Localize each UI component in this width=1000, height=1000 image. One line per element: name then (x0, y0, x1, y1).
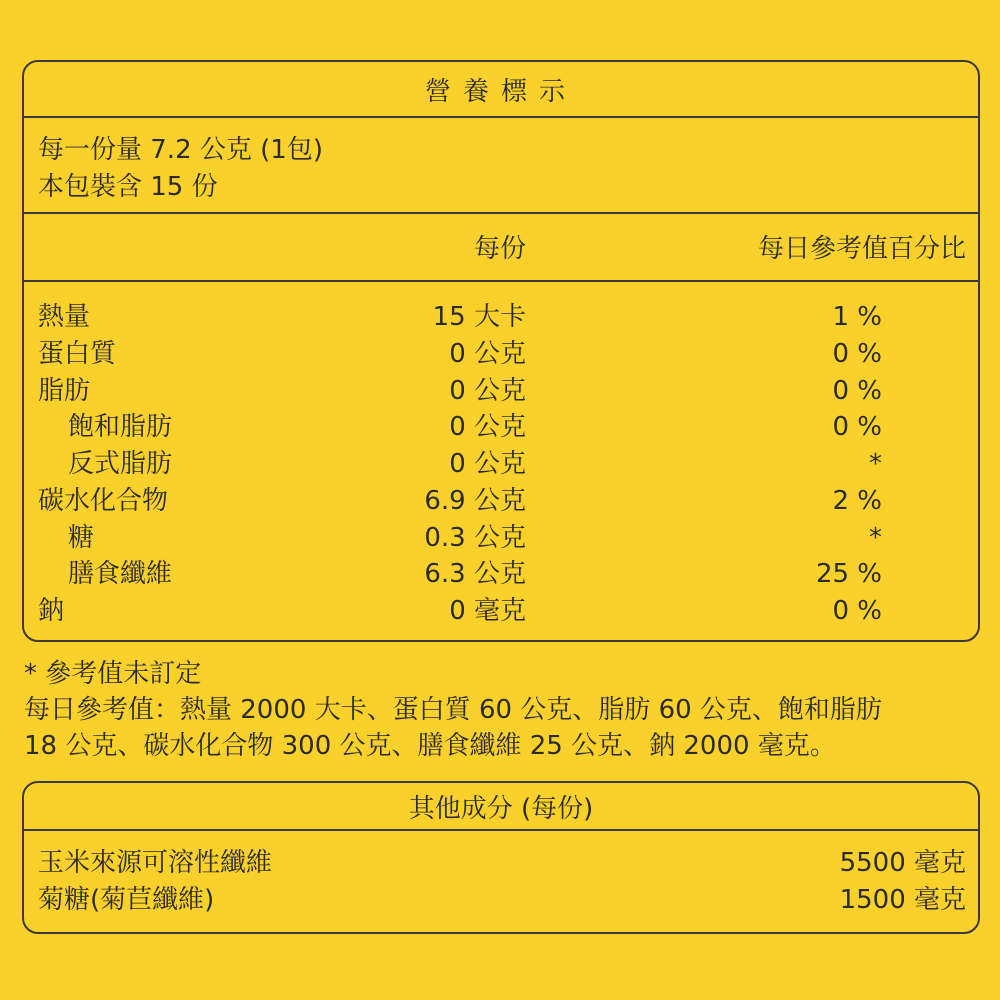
other-ingredients-title (24, 783, 978, 831)
footnote-daily-reference: 每日參考值：熱量 2000 大卡、蛋白質 60 公克、脂肪 60 公克、飽和脂肪 (24, 695, 882, 725)
table-row (24, 446, 978, 483)
table-row (24, 299, 978, 336)
nutrient-amount: 0 毫克 (449, 596, 526, 626)
nutrition-title (24, 62, 978, 118)
nutrient-name: 脂肪 (38, 375, 91, 406)
nutrient-amount: 0 公克 (449, 338, 526, 369)
ingredient-name: 玉米來源可溶性纖維 (38, 848, 273, 878)
nutrient-daily-value: 1 % (832, 302, 882, 332)
other-ingredients-panel (22, 781, 980, 934)
nutrient-amount: 6.9 公克 (424, 485, 526, 516)
nutrient-amount: 6.3 公克 (424, 559, 526, 590)
nutrient-daily-value: 0 % (832, 375, 882, 406)
nutrition-title-text: 營養標示 (424, 76, 577, 107)
nutrient-name: 鈉 (38, 596, 65, 626)
table-row (24, 556, 978, 593)
table-row (24, 520, 978, 557)
nutrient-name: 糖 (68, 522, 95, 553)
nutrient-daily-value: 0 % (832, 412, 882, 443)
nutrient-daily-value: 25 % (815, 559, 882, 590)
nutrient-daily-value: 0 % (832, 596, 882, 626)
other-ingredient-rows (24, 831, 978, 919)
nutrient-amount: 0 公克 (449, 412, 526, 443)
serving-size: 每一份量 7.2 公克 (1包) (38, 135, 323, 165)
nutrient-daily-value: 0 % (832, 338, 882, 369)
nutrient-name: 反式脂肪 (68, 449, 173, 479)
ingredient-name: 菊糖(菊苣纖維) (38, 885, 215, 915)
table-row (24, 483, 978, 520)
other-ingredients-title-text: 其他成分 (每份) (408, 793, 594, 824)
column-daily-value: 每日參考值百分比 (757, 234, 966, 264)
footnote-undefined-reference: * 參考值未訂定 (24, 659, 202, 689)
nutrient-daily-value: * (869, 449, 882, 479)
nutrient-name: 碳水化合物 (38, 485, 169, 516)
nutrient-amount: 15 大卡 (432, 302, 526, 332)
table-row (24, 845, 978, 882)
nutrient-name: 膳食纖維 (68, 559, 173, 590)
ingredient-amount: 5500 毫克 (839, 848, 966, 878)
nutrient-rows (24, 282, 978, 630)
nutrient-daily-value: 2 % (832, 485, 882, 516)
table-row (24, 336, 978, 373)
footnotes (24, 656, 974, 764)
nutrient-amount: 0 公克 (449, 449, 526, 479)
ingredient-amount: 1500 毫克 (839, 885, 966, 915)
nutrient-daily-value: * (869, 522, 882, 553)
column-headers (24, 214, 978, 282)
table-row (24, 409, 978, 446)
nutrient-name: 熱量 (38, 302, 91, 332)
nutrition-facts-panel (22, 60, 980, 642)
table-row (24, 593, 978, 630)
nutrient-name: 飽和脂肪 (68, 412, 173, 443)
servings-per-package: 本包裝含 15 份 (38, 172, 218, 202)
nutrient-amount: 0 公克 (449, 375, 526, 406)
nutrient-name: 蛋白質 (38, 338, 117, 369)
serving-info (24, 118, 978, 214)
table-row (24, 373, 978, 410)
nutrient-amount: 0.3 公克 (424, 522, 526, 553)
footnote-daily-reference-continued: 18 公克、碳水化合物 300 公克、膳食纖維 25 公克、鈉 2000 毫克。 (24, 731, 836, 761)
column-per-serving: 每份 (473, 234, 526, 264)
table-row (24, 882, 978, 919)
